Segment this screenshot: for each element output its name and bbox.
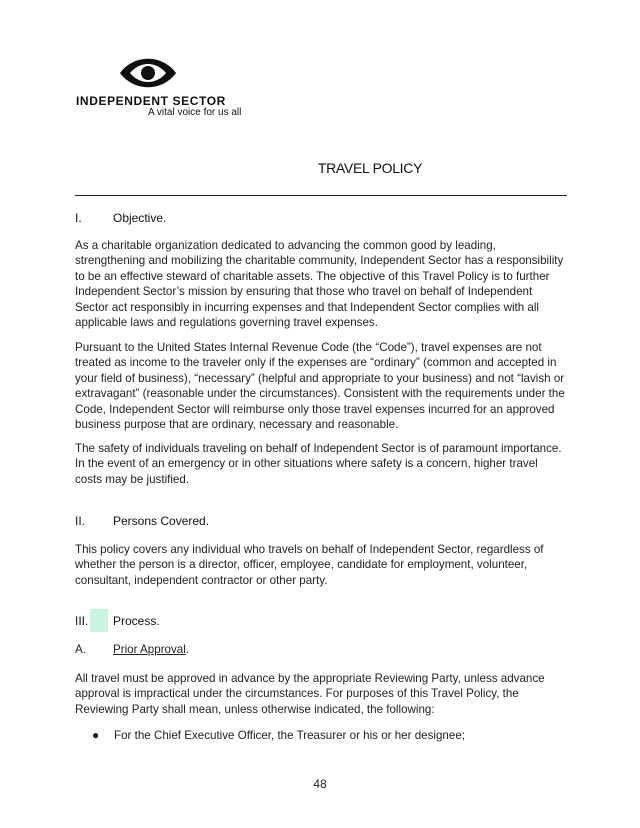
bullet-icon: ● xyxy=(92,728,100,742)
paragraph: Pursuant to the United States Internal Revenue Code (the “Code”), travel expenses are not treated as income to the traveler only if the expenses are “ordinary” (common and accepted in your field of business), “necessary” (helpful and appropriate to your business) and not “lavish or extravagant” (reasonable under the circumstances). Consistent with the requirements under the Code, Independent Sector will reimburse only those travel expenses incurred for an approved business purpose that are ordinary, necessary and reasonable. xyxy=(75,341,565,432)
subsection-title-suffix: . xyxy=(185,643,190,656)
section-number: III. xyxy=(75,614,89,628)
section-title: Objective. xyxy=(113,211,167,225)
eye-logo-icon xyxy=(118,56,178,90)
org-logo xyxy=(76,52,266,122)
paragraph: This policy covers any individual who travels on behalf of Independent Sector, regardless of whether the person is a director, officer, employee, candidate for employment, volunteer, consultant, independent contractor or other party. xyxy=(75,543,544,587)
section-number: II. xyxy=(75,514,86,528)
document-title: TRAVEL POLICY xyxy=(317,160,423,176)
paragraph: As a charitable organization dedicated to advancing the common good by leading, strengthening and mobilizing the charitable community, Independent Sector has a responsibility to be an effective steward of charitable assets. The objective of this Travel Policy is to further Independent Sector’s mission by ensuring that those who travel on behalf of Independent Sector act responsibly in incurring expenses and that Independent Sector complies with all applicable laws and regulations governing travel expenses. xyxy=(75,239,564,330)
section-heading-objective xyxy=(75,211,166,225)
paragraph: The safety of individuals traveling on behalf of Independent Sector is of paramount importance. In the event of an emergency or in other situations where safety is a concern, higher travel costs may be justified. xyxy=(75,442,562,486)
page-number: 48 xyxy=(313,777,327,791)
bullet-text: For the Chief Executive Officer, the Treasurer or his or her designee; xyxy=(114,729,465,742)
subsection-prior-approval xyxy=(75,643,189,656)
section-title: Process. xyxy=(113,614,160,628)
section-title: Persons Covered. xyxy=(113,514,210,528)
section-heading-persons-covered xyxy=(75,514,209,528)
title-divider xyxy=(75,195,567,196)
section-number: I. xyxy=(75,211,82,225)
document-title-row xyxy=(0,160,640,178)
section-heading-process xyxy=(75,614,160,628)
org-name: INDEPENDENT SECTOR xyxy=(76,94,226,108)
bullet-item xyxy=(92,728,465,742)
paragraph: All travel must be approved in advance by the appropriate Reviewing Party, unless advance approval is impractical under the circumstances. For purposes of this Travel Policy, the Reviewing Party shall mean, unless otherwise indicated, the following: xyxy=(75,672,545,716)
subsection-title: Prior Approval xyxy=(113,643,186,656)
org-tagline: A vital voice for us all xyxy=(148,107,242,118)
subsection-letter: A. xyxy=(75,643,86,656)
